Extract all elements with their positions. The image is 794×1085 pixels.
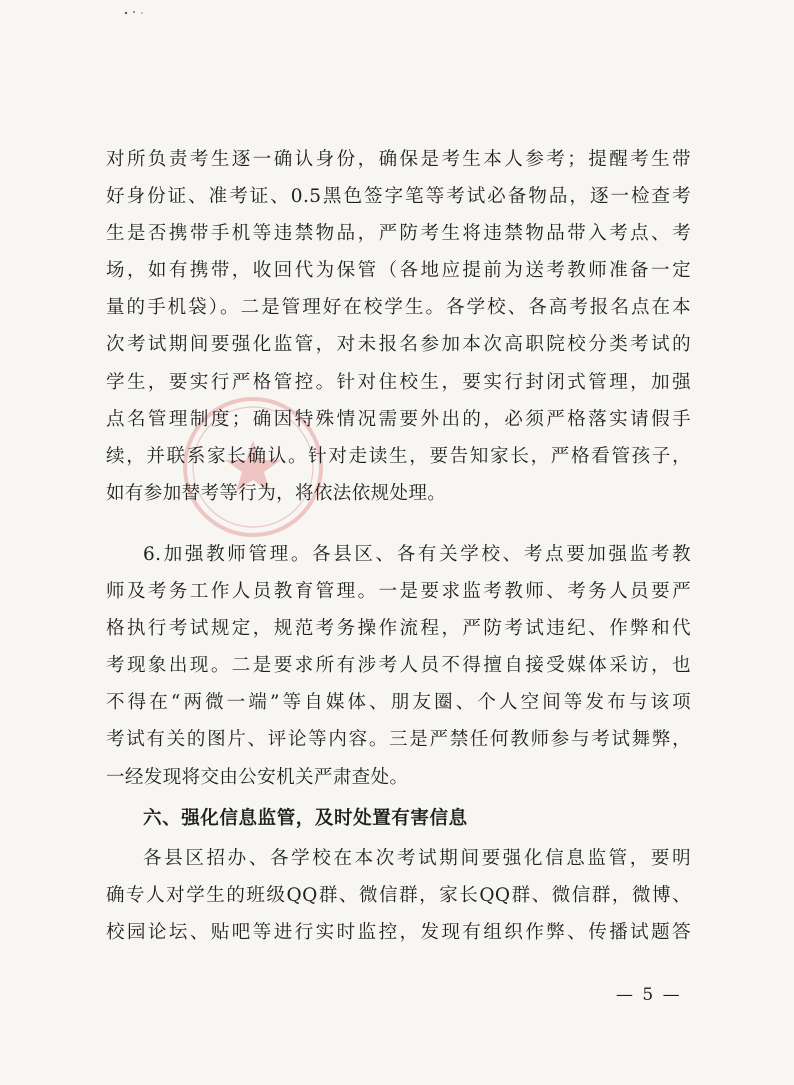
text-line: 如有参加替考等行为，将依法依规处理。 — [106, 482, 447, 504]
text-line: 师及考务工作人员教育管理。一是要求监考教师、考务人员要严 — [106, 581, 691, 603]
text-line: 学生，要实行严格管控。针对住校生，要实行封闭式管理，加强 — [106, 371, 691, 393]
text-line: 对所负责考生逐一确认身份，确保是考生本人参考；提醒考生带 — [106, 149, 691, 170]
text-line: 考试有关的图片、评论等内容。三是严禁任何教师参与考试舞弊， — [106, 729, 691, 751]
text-line: 确专人对学生的班级QQ群、微信群，家长QQ群、微信群，微博、 — [106, 885, 691, 907]
paragraph-teacher-management — [106, 536, 691, 796]
text-line: 不得在“两微一端”等自媒体、朋友圈、个人空间等发布与该项 — [106, 692, 691, 714]
section-heading: 六、强化信息监管，及时处置有害信息 — [143, 808, 468, 829]
text-line: 格执行考试规定，规范考务操作流程，严防考试违纪、作弊和代 — [106, 618, 691, 640]
text-line: 生是否携带手机等违禁物品，严防考生将违禁物品带入考点、考 — [106, 223, 691, 245]
text-line: 各县区招办、各学校在本次考试期间要强化信息监管，要明 — [143, 848, 691, 869]
text-line: 续，并联系家长确认。针对走读生，要告知家长，严格看管孩子， — [106, 445, 691, 467]
page-number: — 5 — — [616, 985, 682, 1005]
text-line: 点名管理制度；确因特殊情况需要外出的，必须严格落实请假手 — [106, 408, 691, 430]
text-line: 好身份证、准考证、0.5黑色签字笔等考试必备物品，逐一检查考 — [106, 186, 691, 208]
scan-mark-icon — [122, 8, 152, 16]
paragraph-exam-management — [106, 141, 691, 512]
text-line: 校园论坛、贴吧等进行实时监控，发现有组织作弊、传播试题答 — [106, 922, 691, 944]
text-line: 次考试期间要强化监管，对未报名参加本次高职院校分类考试的 — [106, 334, 691, 356]
text-line: 一经发现将交由公安机关严肃查处。 — [106, 766, 409, 788]
paragraph-information-monitoring — [106, 840, 691, 951]
text-line: 场，如有携带，收回代为保管（各地应提前为送考教师准备一定 — [106, 260, 691, 282]
text-line: 量的手机袋）。二是管理好在校学生。各学校、各高考报名点在本 — [106, 297, 691, 319]
text-line: 考现象出现。二是要求所有涉考人员不得擅自接受媒体采访，也 — [106, 655, 691, 677]
text-line: 6.加强教师管理。各县区、各有关学校、考点要加强监考教 — [143, 544, 691, 565]
